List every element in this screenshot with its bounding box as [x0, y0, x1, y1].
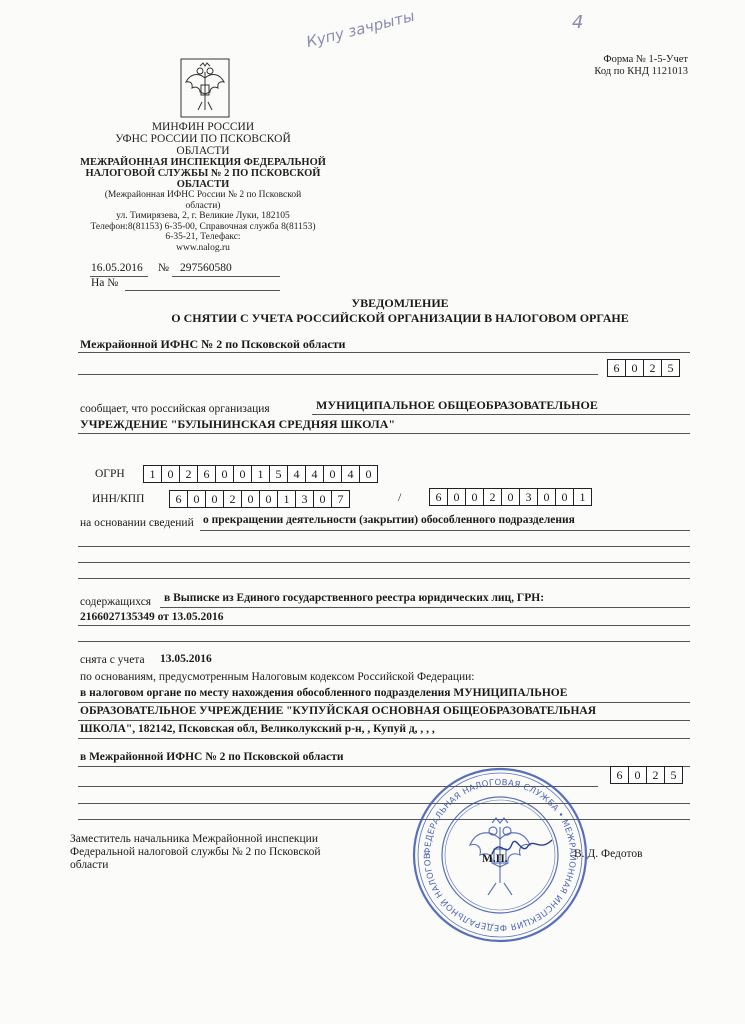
inn-digit-cell: 2: [223, 490, 242, 508]
title-line2: О СНЯТИИ С УЧЕТА РОССИЙСКОЙ ОРГАНИЗАЦИИ В НАЛОГОВОМ ОРГАНЕ: [171, 311, 629, 325]
issuer-website: www.nalog.ru: [176, 242, 230, 253]
deregistration-place-line2: ОБРАЗОВАТЕЛЬНОЕ УЧРЕЖДЕНИЕ "КУПУЙСКАЯ ОСНОВНАЯ ОБЩЕОБРАЗОВАТЕЛЬНАЯ: [80, 705, 597, 717]
ufns-name-line2: ОБЛАСТИ: [176, 145, 230, 157]
dereg-code-cells: [610, 766, 682, 784]
kpp-digit-cell: 3: [519, 488, 538, 506]
authority-underline: [78, 352, 690, 353]
inn-cells: [169, 490, 349, 508]
handwritten-signature: [488, 832, 558, 862]
code-digit-cell: 6: [607, 359, 626, 377]
authority-name: Межрайонной ИФНС № 2 по Псковской области: [80, 337, 346, 351]
kpp-digit-cell: 2: [483, 488, 502, 506]
issuer-address: ул. Тимирязева, 2, г. Великие Луки, 182105: [116, 211, 290, 221]
basis-blank-line1: [78, 546, 690, 547]
organization-name-line1: МУНИЦИПАЛЬНОЕ ОБЩЕОБРАЗОВАТЕЛЬНОЕ: [316, 398, 598, 412]
code-digit-cell: 5: [661, 359, 680, 377]
form-number: Форма № 1-5-Учет: [603, 54, 688, 65]
organization-underline2: [78, 433, 690, 434]
organization-name-line2: УЧРЕЖДЕНИЕ "БУЛЫНИНСКАЯ СРЕДНЯЯ ШКОЛА": [80, 417, 396, 431]
document-number: 297560580: [180, 262, 232, 274]
basis-blank-line3: [78, 578, 690, 579]
registry-text-line2: 2166027135349 от 13.05.2016: [80, 611, 224, 623]
ogrn-digit-cell: 0: [323, 465, 342, 483]
basis-text: о прекращении деятельности (закрытии) обособленного подразделения: [203, 514, 575, 526]
deregistered-label: снята с учета: [80, 654, 145, 666]
form-header: [520, 54, 688, 78]
ogrn-digit-cell: 1: [143, 465, 162, 483]
dereg-authority-underline: [78, 766, 690, 767]
issuer-block: [78, 121, 328, 253]
code-digit-cell: 0: [628, 766, 647, 784]
registry-blank-line: [78, 641, 690, 642]
registry-underline2: [78, 625, 690, 626]
ogrn-digit-cell: 0: [233, 465, 252, 483]
code-digit-cell: 2: [646, 766, 665, 784]
basis-underline: [200, 530, 690, 531]
deregistration-place-line1: в налоговом органе по месту нахождения обособленного подразделения МУНИЦИПАЛЬНОЕ: [80, 687, 568, 699]
ogrn-digit-cell: 4: [287, 465, 306, 483]
document-number-label: №: [158, 262, 169, 274]
inspection-name-line1: МЕЖРАЙОННАЯ ИНСПЕКЦИЯ ФЕДЕРАЛЬНОЙ: [80, 157, 326, 168]
kpp-digit-cell: 0: [537, 488, 556, 506]
ogrn-cells: [143, 465, 377, 483]
code-digit-cell: 5: [664, 766, 683, 784]
authority-code-cells: [607, 359, 679, 377]
signer-position: [70, 833, 321, 872]
ogrn-digit-cell: 5: [269, 465, 288, 483]
russian-coat-of-arms-icon: [180, 58, 230, 118]
inn-digit-cell: 1: [277, 490, 296, 508]
inspection-name-line3: ОБЛАСТИ: [176, 179, 230, 190]
inspection-name-line2: НАЛОГОВОЙ СЛУЖБЫ № 2 ПО ПСКОВСКОЙ: [85, 168, 321, 179]
issuer-phone-line1: Телефон:8(81153) 6-35-00, Справочная служба 8(81153): [90, 221, 316, 232]
short-name-line2: области): [185, 200, 221, 211]
seal-ring-text: ФЕДЕРАЛЬНАЯ НАЛОГОВАЯ СЛУЖБА • МЕЖРАЙОННАЯ ИНСПЕКЦИЯ ФЕДЕРАЛЬНОЙ НАЛОГОВ: [422, 777, 578, 933]
inn-digit-cell: 7: [331, 490, 350, 508]
deregistration-place-line3: ШКОЛА", 182142, Псковская обл, Великолукский р-н, , Купуй д, , , ,: [80, 723, 435, 735]
signer-position-line3: области: [70, 859, 109, 871]
inn-digit-cell: 0: [187, 490, 206, 508]
kpp-digit-cell: 6: [429, 488, 448, 506]
ogrn-label: ОГРН: [95, 468, 125, 480]
kpp-digit-cell: 0: [555, 488, 574, 506]
deregistration-authority: в Межрайонной ИФНС № 2 по Псковской области: [80, 751, 344, 763]
document-number-underline: [172, 276, 280, 277]
ogrn-digit-cell: 6: [197, 465, 216, 483]
deregistration-grounds: по основаниям, предусмотренным Налоговым кодексом Российской Федерации:: [80, 671, 475, 683]
ufns-name-line1: УФНС РОССИИ ПО ПСКОВСКОЙ: [115, 133, 291, 145]
inn-digit-cell: 0: [313, 490, 332, 508]
registry-underline1: [160, 607, 690, 608]
inn-digit-cell: 6: [169, 490, 188, 508]
kpp-cells: [429, 488, 591, 506]
kpp-digit-cell: 0: [465, 488, 484, 506]
reply-to-label: На №: [91, 277, 119, 289]
signer-position-line1: Заместитель начальника Межрайонной инспекции: [70, 833, 318, 845]
ogrn-digit-cell: 0: [359, 465, 378, 483]
kpp-digit-cell: 0: [501, 488, 520, 506]
place-underline2: [78, 720, 690, 721]
ogrn-digit-cell: 4: [305, 465, 324, 483]
authority-blank-line: [78, 374, 598, 375]
document-title: [250, 296, 550, 310]
document-date: 16.05.2016: [91, 262, 143, 274]
organization-underline1: [312, 414, 690, 415]
code-digit-cell: 0: [625, 359, 644, 377]
signer-position-line2: Федеральной налоговой службы № 2 по Псковской: [70, 846, 321, 858]
registry-intro: содержащихся: [80, 596, 152, 608]
code-digit-cell: 6: [610, 766, 629, 784]
kpp-digit-cell: 0: [447, 488, 466, 506]
place-underline3: [78, 738, 690, 739]
inn-digit-cell: 0: [205, 490, 224, 508]
dereg-blank-line3: [78, 819, 690, 820]
inn-digit-cell: 0: [259, 490, 278, 508]
place-underline1: [78, 702, 690, 703]
ogrn-digit-cell: 4: [341, 465, 360, 483]
code-digit-cell: 2: [643, 359, 662, 377]
kpp-digit-cell: 1: [573, 488, 592, 506]
basis-intro: на основании сведений: [80, 517, 194, 529]
knd-code: Код по КНД 1121013: [594, 66, 688, 77]
ministry-name: МИНФИН РОССИИ: [151, 121, 255, 133]
ogrn-digit-cell: 0: [161, 465, 180, 483]
short-name-line1: (Межрайонная ИФНС России № 2 по Псковской: [104, 190, 302, 200]
signer-name: В. Д. Федотов: [574, 848, 643, 860]
deregistered-date: 13.05.2016: [160, 653, 212, 665]
document-subtitle: [110, 311, 690, 325]
handwritten-page-mark: 4: [572, 12, 584, 33]
inn-kpp-label: ИНН/КПП: [92, 493, 145, 505]
ogrn-digit-cell: 1: [251, 465, 270, 483]
organization-intro: сообщает, что российская организация: [80, 403, 270, 415]
dereg-blank-line2: [78, 803, 690, 804]
inn-digit-cell: 3: [295, 490, 314, 508]
seal-place-label: М.П.: [482, 853, 508, 865]
registry-text-line1: в Выписке из Единого государственного реестра юридических лиц, ГРН:: [164, 592, 545, 604]
basis-blank-line2: [78, 562, 690, 563]
ogrn-digit-cell: 2: [179, 465, 198, 483]
issuer-phone-line2: 6-35-21, Телефакс:: [165, 232, 241, 242]
inn-digit-cell: 0: [241, 490, 260, 508]
ogrn-digit-cell: 0: [215, 465, 234, 483]
inn-kpp-separator: /: [398, 490, 402, 504]
title-line1: УВЕДОМЛЕНИЕ: [351, 296, 449, 310]
handwritten-note: Купу зачрыты: [304, 6, 417, 52]
reply-to-underline: [125, 290, 280, 291]
